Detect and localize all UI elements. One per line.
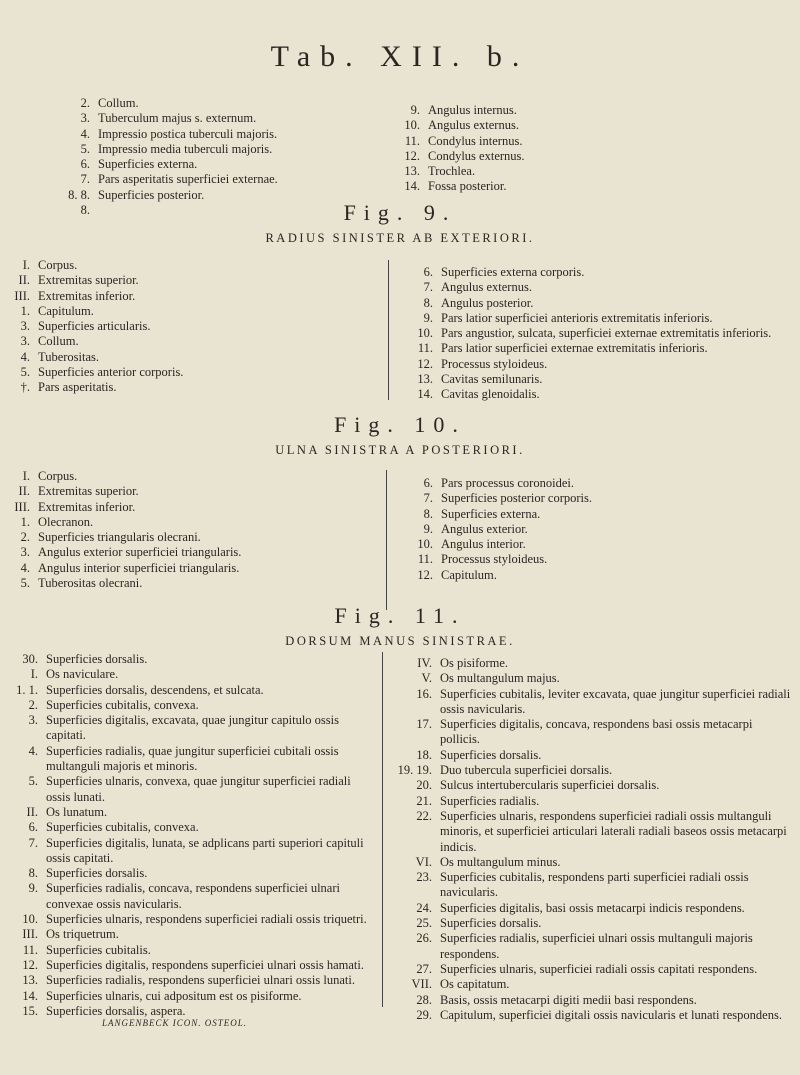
legend-text: Superficies dorsalis. [440,916,542,931]
legend-number: 9. [423,521,433,536]
legend-number: 3. [20,334,30,349]
legend-text: Superficies radialis, respondens superficiei ulnari ossis lunati. [46,973,355,988]
legend-item [0,484,380,499]
legend-item [0,667,378,682]
legend-text: Pars angustior, sulcata, superficiei externae extremitatis inferioris. [441,326,772,341]
legend-item [0,973,378,988]
legend-text: Capitulum, superficiei digitali ossis navicularis et lunati respondens. [440,1007,782,1022]
legend-text: Superficies anterior corporis. [38,365,184,380]
legend-number: 11. [417,341,433,356]
legend-number: †. [20,380,30,395]
legend-text: Superficies cubitalis, respondens parti superficiei radiali ossis navicularis. [440,870,749,900]
legend-number: 13. [22,973,38,988]
legend-item [0,469,380,484]
legend-text: Superficies cubitalis, leviter excavata, quae jungitur superficiei radiali ossis navicularis. [440,686,791,716]
legend-item [0,1004,378,1019]
legend-text: Superficies ulnaris, cui adpositum est os pisiforme. [46,988,302,1003]
fig11-divider [382,652,383,1007]
legend-text: Os lunatum. [46,804,108,819]
legend-text: Duo tubercula superficiei dorsalis. [440,763,613,778]
legend-number: 23. [416,870,432,885]
legend-item [390,103,650,118]
legend-number: 8. [28,866,38,881]
legend-item [0,350,380,365]
legend-number: 5. [28,774,38,789]
legend-number: 25. [416,916,432,931]
legend-text: Angulus externus. [441,280,532,295]
legend-item [398,507,793,522]
fig10-subtitle: ULNA SINISTRA A POSTERIORI. [275,443,525,457]
legend-item [398,476,793,491]
legend-item [398,537,793,552]
legend-number: 21. [416,793,432,808]
legend-text: Corpus. [38,469,78,483]
fig11-left-list [0,652,378,1019]
footer-credit: LANGENBECK ICON. OSTEOL. [102,1018,248,1028]
legend-text: Corpus. [38,258,78,272]
legend-number: 14. [22,988,38,1003]
legend-number: 6. [423,265,433,279]
legend-text: Angulus exterior. [441,521,528,536]
legend-text: Superficies digitalis, lunata, se adplicans parti superiori capituli ossis capitati. [46,835,364,865]
legend-item [398,387,793,402]
legend-text: Tuberositas. [38,349,100,364]
legend-number: 10. [417,537,433,552]
legend-item [0,273,380,288]
legend-item [0,289,380,304]
legend-text: Angulus posterior. [441,295,534,310]
fig11-subtitle: DORSUM MANUS SINISTRAE. [285,634,515,648]
legend-text: Superficies posterior. [98,187,205,202]
legend-text: Os pisiforme. [440,656,509,670]
legend-item [0,500,380,515]
legend-item [0,319,380,334]
legend-text: Fossa posterior. [428,179,507,194]
legend-text: Superficies externa. [98,157,198,172]
fig11-label: Fig. 11. [334,603,466,628]
legend-item [0,683,378,698]
legend-number: 5. [20,576,30,591]
legend-number: 13. [404,164,420,179]
legend-text: Processus styloideus. [441,552,548,567]
legend-number: II. [18,273,30,288]
legend-text: Superficies digitalis, basi ossis metacarpi indicis respondens. [440,900,745,915]
legend-item [0,881,378,912]
legend-text: Superficies ulnaris, convexa, quae jungitur superficiei radiali ossis lunati. [46,774,351,804]
legend-item [0,866,378,881]
legend-item [0,713,378,744]
plate-title: Tab. XII. b. [270,40,530,73]
legend-item [390,901,795,916]
legend-number: V. [421,671,432,686]
legend-item [390,179,650,194]
legend-item [398,326,793,341]
legend-item [0,334,380,349]
legend-text: Superficies radialis. [440,793,540,808]
legend-text: Superficies digitalis, concava, respondens basi ossis metacarpi pollicis. [440,717,753,747]
legend-text: Superficies articularis. [38,319,151,334]
legend-text: Superficies digitalis, respondens superficiei ulnari ossis hamati. [46,957,364,972]
legend-item [398,265,793,280]
legend-number: 26. [416,931,432,946]
legend-number: I. [30,667,38,682]
legend-number: 2. [80,96,90,110]
legend-text: Angulus exterior superficiei triangularis. [38,545,242,560]
legend-item [62,127,382,142]
legend-item [390,977,795,992]
legend-item [390,671,795,686]
legend-text: Superficies dorsalis. [46,866,148,881]
legend-number: III. [14,288,30,303]
legend-number: 7. [80,172,90,187]
legend-text: Extremitas inferior. [38,288,136,303]
legend-text: Superficies ulnaris, respondens superficiei radiali ossis multanguli minoris, et superficiei articulari laterali radiali baseos ossis metacarpi indicis. [440,808,787,854]
legend-item [390,118,650,133]
top-right-list [390,103,650,195]
legend-number: 11. [22,942,38,957]
legend-item [0,561,380,576]
legend-number: 9. [410,103,420,117]
legend-number: 20. [416,778,432,793]
legend-number: 12. [417,567,433,582]
legend-text: Tuberositas olecrani. [38,576,143,591]
legend-text: Trochlea. [428,164,476,179]
legend-text: Superficies radialis, concava, respondens superficiei ulnari convexae ossis navicularis. [46,881,340,911]
legend-number: 11. [417,552,433,567]
fig10-right-list [398,476,793,583]
fig9-divider [388,260,389,400]
legend-text: Processus styloideus. [441,356,548,371]
legend-number: 9. [28,881,38,896]
legend-text: Angulus internus. [428,103,517,117]
legend-number: I. [22,469,30,483]
legend-number: II. [26,804,38,819]
legend-number: 12. [22,957,38,972]
legend-number: 6. [80,157,90,172]
legend-text: Cavitas glenoidalis. [441,387,540,402]
legend-text: Olecranon. [38,514,94,529]
legend-number: 2. [20,530,30,545]
legend-number: 1. [20,514,30,529]
legend-text: Superficies radialis, quae jungitur superficiei cubitali ossis multanguli majoris et minoris. [46,743,339,774]
legend-item [0,652,378,667]
legend-text: Pars latior superficiei externae extremitatis inferioris. [441,341,708,356]
legend-text: Superficies externa. [441,506,541,521]
legend-item [390,164,650,179]
legend-number: 14. [404,179,420,194]
legend-number: 13. [417,372,433,387]
legend-item [0,576,380,591]
legend-item [0,820,378,835]
legend-number: 12. [404,148,420,163]
legend-number: 10. [417,326,433,341]
legend-item [390,794,795,809]
legend-number: 16. [416,686,432,701]
legend-text: Angulus externus. [428,118,519,133]
legend-item [0,805,378,820]
legend-text: Superficies cubitalis. [46,942,151,957]
legend-item [0,698,378,713]
fig9-label: Fig. 9. [343,200,457,225]
legend-item [390,1008,795,1023]
legend-item [398,491,793,506]
legend-item [398,280,793,295]
fig9-right-list [398,265,793,403]
legend-number: 10. [22,912,38,927]
legend-number: 7. [423,280,433,295]
legend-item [62,157,382,172]
legend-text: Impressio postica tuberculi majoris. [98,126,278,141]
legend-item [390,748,795,763]
legend-number: 4. [20,349,30,364]
legend-item [398,341,793,356]
legend-item [390,870,795,901]
legend-item [0,958,378,973]
legend-text: Superficies digitalis, excavata, quae jungitur capitulo ossis capitati. [46,713,339,743]
legend-text: Collum. [98,96,139,110]
legend-item [0,380,380,395]
legend-number: 15. [22,1003,38,1018]
legend-number: 4. [20,560,30,575]
legend-number: 8. [423,295,433,310]
legend-number: 27. [416,961,432,976]
legend-text: Superficies cubitalis, convexa. [46,697,199,712]
legend-number: 2. [28,697,38,712]
legend-text: Extremitas superior. [38,484,139,499]
legend-item [0,943,378,958]
fig10-divider [386,470,387,610]
legend-text: Os capitatum. [440,977,510,992]
legend-number: 7. [28,835,38,850]
legend-text: Os naviculare. [46,667,119,682]
legend-text: Superficies ulnaris, respondens superficiei radiali ossis triquetri. [46,912,367,927]
legend-item [0,258,380,273]
legend-item [62,111,382,126]
legend-item [398,372,793,387]
legend-text: Pars asperitatis superficiei externae. [98,172,278,187]
legend-number: 3. [20,545,30,560]
legend-item [0,836,378,867]
legend-text: Extremitas superior. [38,273,139,288]
legend-number: 5. [80,141,90,156]
legend-number: 14. [417,387,433,402]
legend-item [398,522,793,537]
legend-text: Superficies dorsalis, aspera. [46,1003,186,1018]
legend-item [390,993,795,1008]
legend-item [0,744,378,775]
legend-text: Pars processus coronoidei. [441,476,574,490]
fig10-label: Fig. 10. [334,412,466,437]
legend-text: Superficies dorsalis, descendens, et sulcata. [46,682,264,697]
legend-text: Pars asperitatis. [38,380,117,395]
legend-number: 5. [20,365,30,380]
legend-item [398,311,793,326]
legend-item [62,96,382,111]
legend-text: Basis, ossis metacarpi digiti medii basi respondens. [440,992,697,1007]
legend-number: III. [22,927,38,942]
legend-number: 11. [404,133,420,148]
legend-item [398,568,793,583]
legend-text: Superficies ulnaris, superficiei radiali ossis capitati respondens. [440,961,758,976]
legend-text: Condylus externus. [428,148,525,163]
legend-number: 6. [423,476,433,490]
legend-text: Superficies externa corporis. [441,265,585,279]
legend-number: 10. [404,118,420,133]
legend-item [0,530,380,545]
legend-text: Superficies dorsalis. [440,747,542,762]
legend-text: Superficies radialis, superficiei ulnari ossis multanguli majoris respondens. [440,931,753,961]
legend-item [390,855,795,870]
fig9-subtitle: RADIUS SINISTER AB EXTERIORI. [265,231,535,245]
legend-text: Capitulum. [441,567,497,582]
legend-text: Extremitas inferior. [38,499,136,514]
legend-number: 24. [416,900,432,915]
legend-item [390,687,795,718]
legend-number: 12. [417,356,433,371]
legend-item [390,809,795,855]
legend-item [398,552,793,567]
legend-text: Pars latior superficiei anterioris extremitatis inferioris. [441,310,713,325]
legend-number: 4. [80,126,90,141]
legend-item [390,778,795,793]
legend-text: Superficies dorsalis. [46,652,148,666]
legend-number: 4. [28,743,38,758]
legend-text: Sulcus intertubercularis superficiei dorsalis. [440,778,660,793]
legend-number: 9. [423,310,433,325]
legend-text: Collum. [38,334,79,349]
legend-item [390,149,650,164]
legend-item [390,763,795,778]
legend-text: Angulus interior superficiei triangularis. [38,560,240,575]
legend-number: 22. [416,808,432,823]
legend-item [0,927,378,942]
fig11-right-list [390,656,795,1023]
legend-item [0,912,378,927]
legend-number: 3. [80,111,90,126]
legend-item [390,717,795,748]
legend-text: Os triquetrum. [46,927,119,942]
legend-number: 6. [28,820,38,835]
legend-item [0,774,378,805]
legend-number: 3. [20,319,30,334]
legend-text: Superficies cubitalis, convexa. [46,820,199,835]
legend-item [62,142,382,157]
legend-number: 1. [20,303,30,318]
legend-item [390,656,795,671]
legend-item [62,172,382,187]
legend-item [390,962,795,977]
legend-number: 8. [423,506,433,521]
legend-number: 30. [22,652,38,666]
legend-item [0,545,380,560]
legend-text: Impressio media tuberculi majoris. [98,141,273,156]
legend-item [0,304,380,319]
legend-text: Tuberculum majus s. externum. [98,111,257,126]
legend-text: Cavitas semilunaris. [441,372,543,387]
legend-number: IV. [417,656,432,670]
legend-text: Superficies triangularis olecrani. [38,530,201,545]
legend-number: 7. [423,491,433,506]
legend-number: 3. [28,713,38,728]
legend-text: Os multangulum majus. [440,671,560,686]
legend-item [0,365,380,380]
legend-text: Superficies posterior corporis. [441,491,593,506]
legend-item [398,296,793,311]
legend-number: 17. [416,717,432,732]
legend-number: 29. [416,1007,432,1022]
legend-text: Angulus interior. [441,537,526,552]
legend-text: Condylus internus. [428,133,523,148]
legend-number: III. [14,499,30,514]
legend-number: 19. 19. [397,763,432,778]
legend-number: I. [22,258,30,272]
legend-item [0,989,378,1004]
legend-number: 1. 1. [16,682,38,697]
legend-number: 28. [416,992,432,1007]
legend-number: 8. 8. 8. [68,187,90,218]
legend-item [390,931,795,962]
fig9-left-list [0,258,380,396]
legend-number: II. [18,484,30,499]
legend-item [390,916,795,931]
fig10-left-list [0,469,380,591]
legend-item [0,515,380,530]
legend-text: Capitulum. [38,303,94,318]
legend-number: VII. [411,977,432,992]
legend-number: 18. [416,747,432,762]
legend-item [390,134,650,149]
legend-item [398,357,793,372]
legend-text: Os multangulum minus. [440,854,561,869]
legend-number: VI. [415,854,432,869]
